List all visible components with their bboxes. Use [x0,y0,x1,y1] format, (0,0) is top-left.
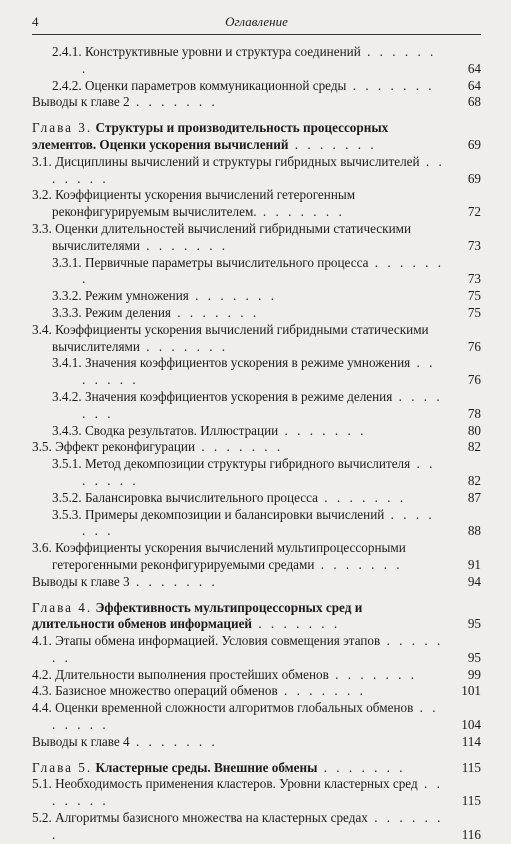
toc-entry-number: 3.3.2. [52,288,82,304]
toc-entry[interactable] [52,355,481,389]
toc-entry[interactable] [32,667,481,684]
toc-entry-title [52,305,171,320]
toc-entry-text: Эффект реконфигурации [55,439,196,455]
toc-entry-title [32,776,418,791]
toc-page-number: 115 [461,759,481,775]
dot-leader: . . . . . . . [288,136,377,152]
toc-entry-title [52,288,189,303]
toc-page-number: 80 [467,422,481,438]
dot-leader: . . . . . . . [129,573,218,589]
toc-entry[interactable] [32,810,481,844]
toc-entry-number: 3.4.2. [52,388,82,404]
toc-page-number: 87 [467,489,481,505]
toc-entry-text: Балансировка вычислительного процесса [84,489,318,505]
dot-leader: . . . . . . . [129,94,218,110]
toc-entry[interactable] [52,255,481,289]
toc-chapter-entry[interactable] [32,600,481,634]
toc-entry-number: 3.3.1. [52,254,82,270]
toc-entry-title [32,154,420,169]
toc-page-number: 95 [467,616,481,632]
toc-entry[interactable] [52,305,481,322]
toc-entry-text: Режим умножения [84,288,189,304]
toc-page-number: 94 [467,573,481,589]
dot-leader: . . . . . . . [52,810,444,842]
dot-leader: . . . . . . . [170,304,260,320]
toc-entry-text: Значения коэффициентов ускорения в режиме умножения [84,355,411,371]
dot-leader: . . . . . . . [252,616,341,632]
toc-page-number: 76 [467,338,481,354]
toc-page-number: 91 [467,556,481,572]
toc-page-number: 82 [467,439,481,455]
toc-entry[interactable] [32,322,481,356]
toc-entry-title [52,255,368,270]
toc-entry-number: 3.4.3. [52,422,82,438]
toc-entry[interactable] [32,776,481,810]
page-number: 4 [32,14,39,29]
toc-entry-title [52,389,392,404]
toc-entry-number: Глава 3. [32,120,93,136]
toc-entry-number: 5.2. [32,810,52,826]
toc-entry-title [52,507,384,522]
toc-entry-number: Глава 4. [32,599,93,615]
toc-entry-text: Базисное множество операций обменов [55,683,278,699]
toc-page-number: 88 [467,523,481,539]
toc-page-number: 73 [467,237,481,253]
toc-page-number: 73 [467,271,481,287]
toc-entry-text: Длительности выполнения простейших обменов [55,666,329,682]
toc-entry[interactable] [32,540,481,574]
toc-entry-text: Метод декомпозиции структуры гибридного вычислителя [84,456,411,472]
toc-page-number: 69 [467,136,481,152]
dot-leader: . . . . . . . [139,237,229,253]
toc-entry-title [52,456,410,471]
dot-leader: . . . . . . . [346,77,435,93]
toc-entry-number: 3.1. [32,153,52,169]
toc-entry[interactable] [52,389,481,423]
toc-entry-title [52,44,361,59]
dot-leader: . . . . . . . [188,288,278,304]
toc-entry-text: Структуры и производительность процессорных элементов. Оценки ускорения вычислений [32,120,389,152]
toc-entry-text: Режим деления [84,304,171,320]
toc-entry-title [32,633,380,648]
toc-entry[interactable] [52,490,481,507]
dot-leader: . . . . . . . [317,759,406,775]
dot-leader: . . . . . . . [195,439,284,455]
dot-leader: . . . . . . . [82,44,437,76]
toc-entry-number: 5.1. [32,776,52,792]
toc-page-number: 101 [461,683,481,699]
toc-entry-text: Алгоритмы базисного множества на кластерных средах [55,810,368,826]
toc-entry-number: 3.5. [32,439,52,455]
toc-entry-number: 4.4. [32,700,52,716]
toc-entry-text: Первичные параметры вычислительного процесса [84,254,369,270]
toc-entry-number: 4.1. [32,633,52,649]
dot-leader: . . . . . . . [256,204,345,220]
toc-entry-number: 4.3. [32,683,52,699]
toc-page-number: 104 [461,717,481,733]
toc-chapter-entry[interactable] [32,760,481,777]
toc-entry-title [32,574,130,589]
toc-entry-number: Глава 5. [32,759,93,775]
toc-entry-title [52,490,318,505]
toc-entry-number: 3.2. [32,187,52,203]
toc-page-number: 75 [467,288,481,304]
dot-leader: . . . . . . . [52,633,444,665]
toc-entry[interactable] [52,456,481,490]
toc-entry[interactable] [32,734,481,751]
toc-entry-title [32,667,329,682]
toc-entry[interactable] [32,94,481,111]
toc-page-number: 68 [467,94,481,110]
toc-page-number: 76 [467,372,481,388]
toc-entry-number: 3.3.3. [52,304,82,320]
toc-entry-title [32,810,368,825]
toc-page-number: 95 [467,649,481,665]
toc-entry-text: Коэффициенты ускорения вычислений гетерогенным реконфигурируемым вычислителем. [52,187,356,220]
toc-entry-number: 3.5.1. [52,456,82,472]
toc-entry-text: Выводы к главе 2 [32,94,130,110]
toc-entry[interactable] [32,154,481,188]
dot-leader: . . . . . . . [82,355,436,388]
toc-entry-number: 3.6. [32,540,52,556]
toc-page-number: 75 [467,304,481,320]
dot-leader: . . . . . . . [82,254,445,287]
dot-leader: . . . . . . . [82,506,435,539]
toc-entry-title [32,322,429,354]
toc-page-number: 82 [467,472,481,488]
running-title: Оглавление [225,14,288,29]
toc-entry-number: 3.5.2. [52,489,82,505]
toc-entry-title [32,683,278,698]
toc-entry-text: Коэффициенты ускорения вычислений мультипроцессорными гетерогенными реконфигурируемыми средами [52,540,406,572]
dot-leader: . . . . . . . [52,153,445,186]
toc-entry[interactable] [32,700,481,734]
toc-page-number: 78 [467,405,481,421]
toc-page-number: 114 [461,733,481,749]
toc-entry-text: Выводы к главе 3 [32,573,130,589]
toc-entry-title [52,355,410,370]
toc-entry-title [32,700,413,715]
toc-entry-text: Этапы обмена информацией. Условия совмещения этапов [55,633,381,649]
toc-entry-title [32,439,195,454]
toc-entry-title [32,760,317,775]
toc-entry-number: 4.2. [32,666,52,682]
toc-entry-number: 2.4.2. [52,77,82,93]
toc-entry-title [52,78,346,93]
toc-entry-text: Эффективность мультипроцессорных сред и длительности обменов информацией [32,599,363,632]
toc-entry-text: Оценки временной сложности алгоритмов глобальных обменов [55,700,414,716]
dot-leader: . . . . . . . [139,338,229,354]
toc-entry-text: Примеры декомпозиции и балансировки вычислений [84,506,385,522]
toc-entry[interactable] [52,78,481,95]
toc-entry-text: Оценки параметров коммуникационной среды [84,77,347,93]
toc-chapter-entry[interactable] [32,120,481,154]
toc-page-number: 99 [467,666,481,682]
toc-entry[interactable] [32,221,481,255]
toc-entry-text: Значения коэффициентов ускорения в режиме деления [84,388,393,404]
dot-leader: . . . . . . . [82,388,443,421]
dot-leader: . . . . . . . [52,700,439,733]
dot-leader: . . . . . . . [314,556,403,572]
toc-entry[interactable] [52,44,481,78]
toc-page-number: 69 [467,170,481,186]
running-header [32,10,481,35]
toc-entry-number: 2.4.1. [52,44,82,59]
toc-entry[interactable] [32,187,481,221]
toc-page-number: 64 [467,77,481,93]
dot-leader: . . . . . . . [278,422,367,438]
toc-entry-title [52,423,278,438]
toc-entry[interactable] [32,574,481,591]
dot-leader: . . . . . . . [277,683,366,699]
toc-entry-number: 3.3. [32,220,52,236]
toc-entry-number: 3.4. [32,321,52,337]
dot-leader: . . . . . . . [82,456,436,488]
toc-entry[interactable] [52,288,481,305]
toc-entry[interactable] [32,439,481,456]
toc-entry[interactable] [32,683,481,700]
toc-entry-text: Выводы к главе 4 [32,733,130,749]
toc-entry-number: 3.4.1. [52,355,82,371]
dot-leader: . . . . . . . [328,666,418,682]
dot-leader: . . . . . . . [318,489,407,505]
toc-entry-text: Сводка результатов. Иллюстрации [84,422,279,438]
toc-page-number: 72 [467,204,481,220]
toc-entry-text: Оценки длительностей вычислений гибридными статическими вычислителями [52,220,412,253]
toc-page-number: 64 [467,60,481,76]
toc-entry-text: Дисциплины вычислений и структуры гибридных вычислителей [55,153,420,169]
toc-page-number: 115 [461,793,481,809]
dot-leader: . . . . . . . [52,776,443,809]
toc-entry-title [32,734,130,749]
toc-entry-number: 3.5.3. [52,506,82,522]
toc-entry[interactable] [52,507,481,541]
toc-page-number: 116 [461,826,481,842]
toc-entry-text: Коэффициенты ускорения вычислений гибридными статическими вычислителями [52,321,429,354]
toc-entry-text: Необходимость применения кластеров. Уровни кластерных сред [55,776,418,792]
toc-entry-title [32,94,130,109]
toc-entry-text: Конструктивные уровни и структура соединений [84,44,361,59]
toc-entry-text: Кластерные среды. Внешние обмены [95,759,318,775]
table-of-contents [32,44,481,844]
toc-entry[interactable] [52,423,481,440]
dot-leader: . . . . . . . [129,733,218,749]
toc-entry[interactable] [32,633,481,667]
